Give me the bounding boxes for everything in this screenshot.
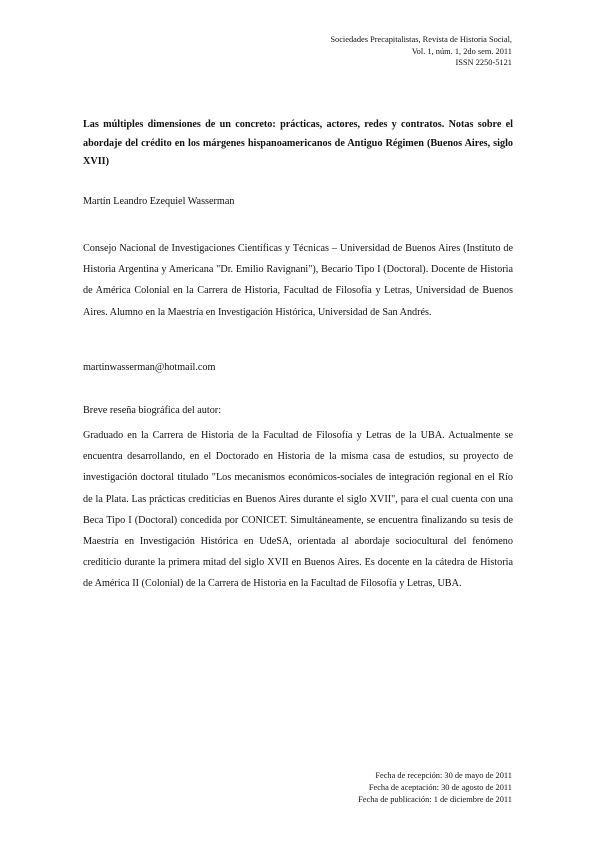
journal-header: [330, 34, 512, 69]
author-affiliation: Consejo Nacional de Investigaciones Científicas y Técnicas – Universidad de Buenos Aires (Instituto de Historia Argentina y Americana "Dr. Emilio Ravignani"), Becario Tipo I (Doctoral). Docente de Historia de América Colonial en la Carrera de Historia, Facultad de Filosofía y Letras, Universidad de Buenos Aires. Alumno en la Maestría en Investigación Histórica, Universidad de San Andrés.: [83, 243, 513, 318]
publication-dates: [358, 770, 512, 805]
date-received: Fecha de recepción: 30 de mayo de 2011: [375, 771, 512, 780]
author-name: Martín Leandro Ezequiel Wasserman: [83, 196, 235, 207]
date-accepted: Fecha de aceptación: 30 de agosto de 2011: [368, 782, 512, 792]
journal-issn: ISSN 2250-5121: [455, 58, 512, 67]
journal-name: Sociedades Precapitalistas, Revista de Historia Social,: [330, 35, 512, 44]
bio-heading: Breve reseña biográfica del autor:: [83, 405, 222, 416]
journal-volume: Vol. 1, núm. 1, 2do sem. 2011: [411, 46, 512, 56]
article-title: Las múltiples dimensiones de un concreto: prácticas, actores, redes y contratos. Notas sobre el abordaje del crédito en los márgenes hispanoamericanos de Antiguo Régimen (Buenos Aires, siglo XVII): [83, 119, 513, 167]
date-published: Fecha de publicación: 1 de diciembre de 2011: [358, 794, 512, 804]
author-email: martinwasserman@hotmail.com: [83, 362, 216, 373]
author-bio: Graduado en la Carrera de Historia de la Facultad de Filosofía y Letras de la UBA. Actualmente se encuentra desarrollando, en el Doctorado en Historia de la misma casa de estudios, su proyecto de investigación doctoral titulado "Los mecanismos económicos-sociales de integración regional en el Río de la Plata. Las prácticas crediticias en Buenos Aires durante el siglo XVII", para el cual cuenta con una Beca Tipo I (Doctoral) concedida por CONICET. Simultáneamente, se encuentra finalizando su tesis de Maestría en Investigación Histórica en UdeSA, orientada al abordaje sociocultural del fenómeno crediticio durante la primera mitad del siglo XVII en Buenos Aires. Es docente en la cátedra de Historia de América II (Colonial) de la Carrera de Historia en la Facultad de Filosofía y Letras, UBA.: [83, 430, 513, 590]
